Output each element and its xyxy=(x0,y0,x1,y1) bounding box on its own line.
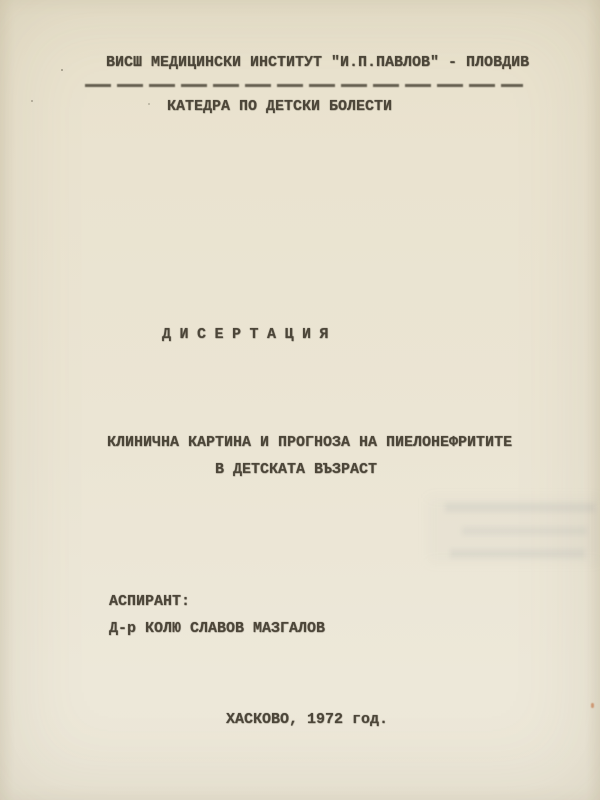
header-underline xyxy=(85,84,523,87)
document-type-heading: ДИСЕРТАЦИЯ xyxy=(162,326,338,343)
paper-speck xyxy=(148,103,150,105)
paper-speck xyxy=(31,100,33,102)
author-name: Д-р КОЛЮ СЛАВОВ МАЗГАЛОВ xyxy=(109,620,326,637)
thesis-title-line1: КЛИНИЧНА КАРТИНА И ПРОГНОЗА НА ПИЕЛОНЕФРИТИТЕ xyxy=(107,434,513,451)
paper-speck xyxy=(61,69,63,71)
author-role-label: АСПИРАНТ: xyxy=(109,593,191,610)
bleed-through-patch xyxy=(428,498,600,562)
paper-speck xyxy=(591,703,594,708)
bleed-through-line xyxy=(462,527,587,535)
bleed-through-line xyxy=(450,549,585,558)
place-and-year: ХАСКОВО, 1972 год. xyxy=(226,711,389,728)
department-name: КАТЕДРА ПО ДЕТСКИ БОЛЕСТИ xyxy=(167,98,393,115)
thesis-title-line2: В ДЕТСКАТА ВЪЗРАСТ xyxy=(215,461,378,478)
bleed-through-line xyxy=(445,503,595,512)
institute-name: ВИСШ МЕДИЦИНСКИ ИНСТИТУТ "И.П.ПАВЛОВ" - ПЛОВДИВ xyxy=(106,54,530,71)
